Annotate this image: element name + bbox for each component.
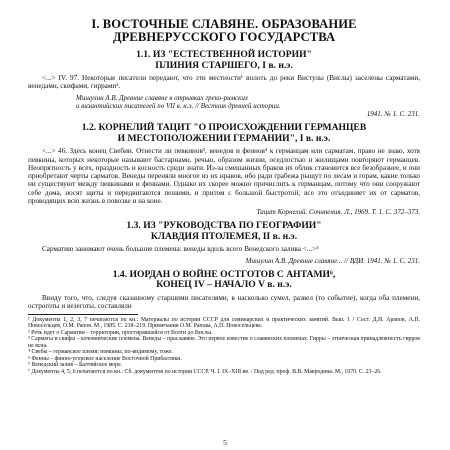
section-1-2-heading <box>28 123 420 144</box>
document-page <box>28 14 420 375</box>
section-1-2-heading-line-2: И МЕСТОПОЛОЖЕНИИ ГЕРМАНИИ", I в. н.э. <box>117 132 331 144</box>
section-1-1-source <box>28 94 420 119</box>
footnote-divider <box>28 314 138 315</box>
footnote: ⁴ Свебы – германское племя; певкины, по-видимому, тоже. <box>28 349 173 356</box>
chapter-title <box>28 18 420 44</box>
section-1-4-text: Ввиду того, что, следуя сказанному старшими писателями, в насколько сумел, развел (то событие), когда оба племени, остроготы и везеготы, составляли <box>28 293 420 311</box>
footnote: ³ Сарматы и скифы – кочевнические племена. Венеды – праславяне. Это первое известие о славянских племенах. Гирры – этническая принадлежность гирров не ясна. <box>28 336 420 349</box>
footnote: ⁶ Венедский залив – Балтийское море. <box>28 362 123 369</box>
footnote: ⁵ Фенны – финно-угорское население Восточной Прибалтики. <box>28 355 182 362</box>
section-1-3-heading-line-1: 1.3. ИЗ "РУКОВОДСТВА ПО ГЕОГРАФИИ" <box>126 220 322 232</box>
footnote: ¹ Документы 1, 2, 3, 7 печатаются по кн.: Материалы по истории СССР для семинарских и практических занятий. Вып. 1 / Сост. Д.И. Арапов, А.П. Новосельцев, О.М. Рапов. М., 1985. С. 218–219. Примечания О.М. Рапова, А.П. Новосельцева. <box>28 316 420 330</box>
section-1-4-heading-line-1: 1.4. ИОРДАН О ВОЙНЕ ОСТГОТОВ С АНТАМИ⁶, <box>112 268 336 280</box>
section-1-2-source: Тацит Корнелий. Сочинения. Л., 1969. Т. 1. С. 372–373. <box>256 208 420 217</box>
section-1-1-source-line-3: 1941. № 1. С. 231. <box>366 110 420 118</box>
footnote: ⁷ Документы 4, 5, 6 печатаются по кн.: Сб. документов по истории СССР. Ч. I. IX–XIII вв. / Под ред. проф. В.В. Мавродина. М., 1970. С. 23–26. <box>28 368 382 375</box>
section-1-4-heading-line-2: КОНЕЦ IV – НАЧАЛО V в. н.э. <box>156 279 292 291</box>
section-1-1-source-line-2: и византийских писателей по VII в. н.э. // Вестник древней истории. <box>76 101 281 110</box>
section-1-3-heading <box>28 221 420 242</box>
section-1-1-heading <box>28 50 420 71</box>
section-1-1-text: <...> IV. 97. Некоторые писатели передают, что эти местности¹ вплоть до реки Вистулы (Вислы) заселены сарматами, венедами, скифами, гиррами². <box>28 74 420 91</box>
page-number: 5 <box>223 438 227 447</box>
section-1-2-heading-line-1: 1.2. КОРНЕЛИЙ ТАЦИТ "О ПРОИСХОЖДЕНИИ ГЕРМАНЦЕВ <box>81 122 367 134</box>
section-1-3-text: Сарматию занимают очень большие племена: венеды вдоль всего Венедского залива <...>⁵ <box>42 245 319 254</box>
chapter-title-line-1: I. ВОСТОЧНЫЕ СЛАВЯНЕ. ОБРАЗОВАНИЕ <box>91 17 357 31</box>
section-1-3-source: Мишулин А.В. Древние славяне... // ВДИ. 1941. № 1. С. 231. <box>245 256 420 265</box>
footnote: ² Речь идет о Сарматии – территории, простиравшейся от Волги до Вислы. <box>28 329 213 336</box>
footnotes <box>28 317 420 376</box>
section-1-1-heading-line-1: 1.1. ИЗ "ЕСТЕСТВЕННОЙ ИСТОРИИ" <box>136 49 312 60</box>
section-1-1-source-line-1: Мишулин А.В. Древние славяне в отрывках греко-римских <box>76 93 249 102</box>
section-1-2-text: <...> 46. Здесь конец Свебии. Отнести ли певкинов³, венедов и феннов⁴ к германцам или сарматам, право не знаю, хотя певкины, которых некоторые называют бастарнами, речью, образом жизни, оседлостью и жилищами повторяют германцев. Неопрятность у всех, праздность и косность среди знати. Из-за смешанных браков их облик становится все безобразнее, и они приобретают черты сарматов. Венеды переняли многое из их нравов, ибо ради грабежа рыщут по лесам и горам, какие только ни существуют между певкинами и феннами. Однако их скорее можно причислить к германцам, потому что они сооружают себе дома, носят щиты и передвигаются пешими, и притом с большой быстротой; все это отъединяет их от сарматов, проводящих всю жизнь в повозке и на коне. <box>28 147 420 205</box>
section-1-1-heading-line-2: ПЛИНИЯ СТАРШЕГО, I в. н.э. <box>155 59 293 71</box>
section-1-3-heading-line-2: КЛАВДИЯ ПТОЛЕМЕЯ, II в. н.э. <box>150 230 298 242</box>
section-1-4-heading <box>28 270 420 291</box>
chapter-title-line-2: ДРЕВНЕРУССКОГО ГОСУДАРСТВА <box>112 30 336 44</box>
